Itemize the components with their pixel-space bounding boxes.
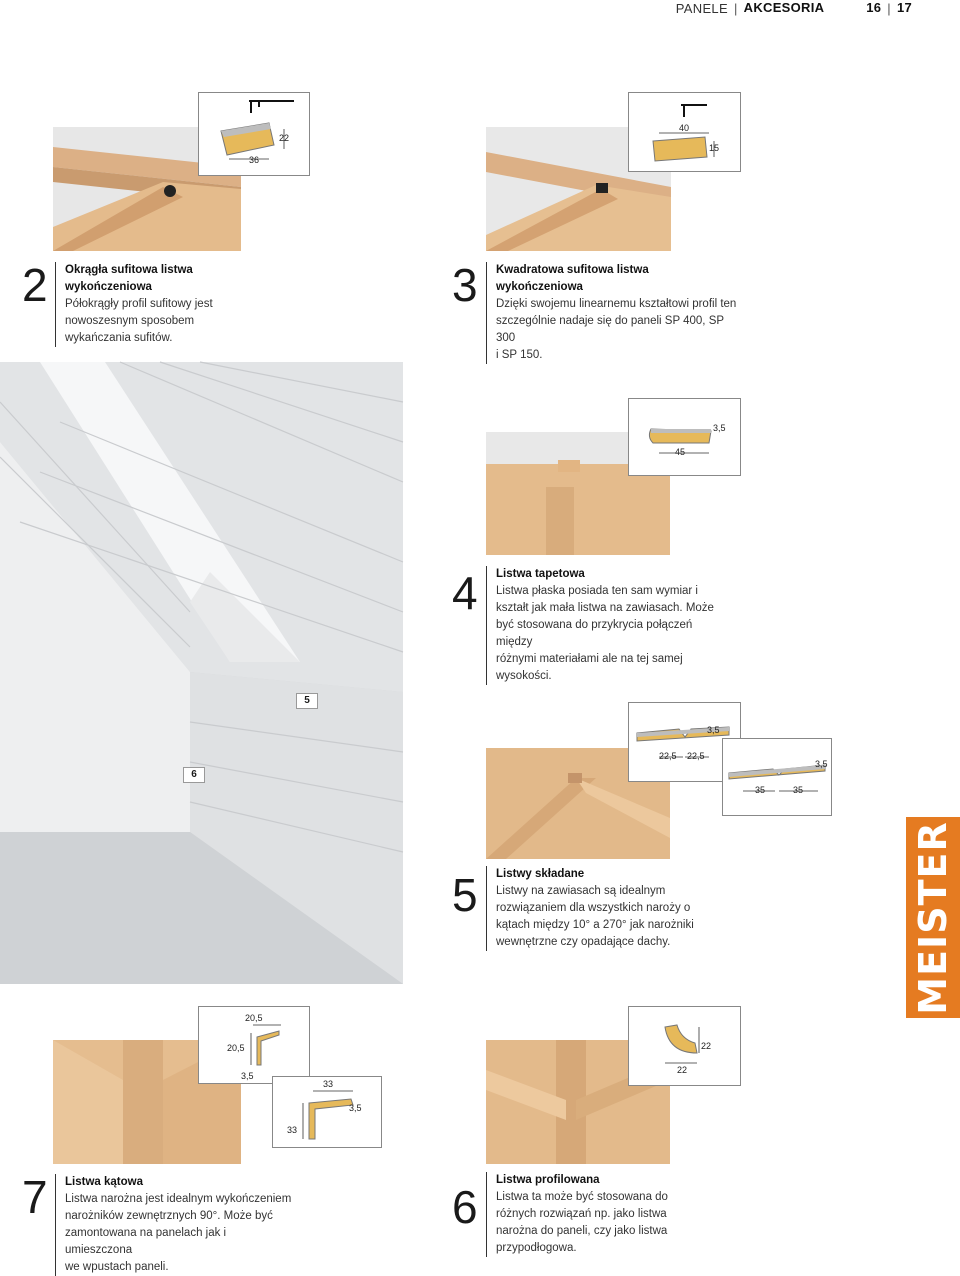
desc-line: wysokości.	[496, 670, 552, 682]
desc-line: nowoszesnym sposobem	[65, 315, 195, 327]
dim-width: 20,5	[245, 1013, 263, 1023]
item-title: Listwa tapetowa	[496, 568, 585, 580]
item-description	[486, 566, 726, 685]
desc-line: narożników zewnętrznych 90°. Może być	[65, 1210, 273, 1222]
desc-line: szczególnie nadaje się do paneli SP 400, SP 300	[496, 315, 724, 344]
spec-round-ceiling-trim	[198, 92, 310, 176]
page-header: PANELE | AKCESORIA 16 | 17	[675, 0, 912, 17]
desc-line: różnych rozwiązań np. jako listwa	[496, 1208, 667, 1220]
dim-height: 22	[279, 133, 290, 143]
dim-thickness: 3,5	[707, 725, 720, 735]
dim-height: 20,5	[227, 1043, 245, 1053]
spec-folding-large	[722, 738, 832, 816]
item-title: Listwa profilowana	[496, 1174, 600, 1186]
spec-profiled-trim	[628, 1006, 741, 1086]
desc-line: i SP 150.	[496, 349, 543, 361]
room-badge-6: 6	[183, 767, 205, 783]
spec-wallpaper-trim	[628, 398, 741, 476]
item-title: wykończeniowa	[496, 281, 583, 293]
dim-width-b: 35	[793, 785, 804, 795]
item-title: Listwy składane	[496, 868, 585, 880]
desc-line: Półokrągły profil sufitowy jest	[65, 298, 213, 310]
header-category: AKCESORIA	[743, 0, 825, 15]
desc-line: Dzięki swojemu linearnemu kształtowi profil ten	[496, 298, 737, 310]
item-number: 3	[452, 259, 478, 311]
desc-line: różnymi materiałami ale na tej samej	[496, 653, 683, 665]
spec-corner-large	[272, 1076, 382, 1148]
spec-square-ceiling-trim	[628, 92, 741, 172]
desc-line: zamontowana na panelach jak i umieszczona	[65, 1227, 227, 1256]
desc-line: Listwa płaska posiada ten sam wymiar i	[496, 585, 698, 597]
desc-line: narożna do paneli, czy jako listwa	[496, 1225, 668, 1237]
desc-line: Listwy na zawiasach są idealnym	[496, 885, 666, 897]
room-badge-5: 5	[296, 693, 318, 709]
desc-line: we wpustach paneli.	[65, 1261, 169, 1273]
desc-line: wewnętrzne czy opadające dachy.	[496, 936, 671, 948]
dim-thickness: 3,5	[713, 423, 726, 433]
item-number: 6	[452, 1181, 478, 1233]
item-number: 5	[452, 869, 478, 921]
dim-width-a: 22,5	[659, 751, 677, 761]
page-number-right: 17	[896, 0, 912, 15]
item-description	[486, 1172, 686, 1257]
dim-width: 40	[679, 123, 690, 133]
item-description	[486, 262, 746, 364]
page-number-left: 16	[866, 0, 882, 15]
dim-width: 45	[675, 447, 686, 457]
dim-width-b: 22,5	[687, 751, 705, 761]
brand-logo: MEISTER	[906, 817, 960, 1018]
photo-attic-room	[0, 362, 403, 984]
item-title: Okrągła sufitowa listwa	[65, 264, 193, 276]
dim-height: 33	[287, 1125, 298, 1135]
dim-width: 36	[249, 155, 260, 165]
item-title: Listwa kątowa	[65, 1176, 143, 1188]
item-number: 7	[22, 1171, 48, 1223]
dim-thickness: 3,5	[241, 1071, 254, 1081]
desc-line: rozwiązaniem dla wszystkich naroży o	[496, 902, 691, 914]
desc-line: być stosowana do przykrycia połączeń między	[496, 619, 693, 648]
dim-thickness: 3,5	[349, 1103, 362, 1113]
desc-line: Listwa narożna jest idealnym wykończeniem	[65, 1193, 292, 1205]
item-number: 4	[452, 567, 478, 619]
item-description	[55, 262, 235, 347]
dim-width: 33	[323, 1079, 334, 1089]
header-section: PANELE	[675, 1, 728, 17]
item-description	[55, 1174, 295, 1276]
dim-height: 15	[709, 143, 720, 153]
item-title: Kwadratowa sufitowa listwa	[496, 264, 649, 276]
dim-width: 22	[677, 1065, 688, 1075]
desc-line: kątach między 10° a 270° jak narożniki	[496, 919, 694, 931]
spec-corner-small	[198, 1006, 310, 1084]
dim-width-a: 35	[755, 785, 766, 795]
item-description	[486, 866, 706, 951]
desc-line: przypodłogowa.	[496, 1242, 577, 1254]
dim-height: 22	[701, 1041, 712, 1051]
item-number: 2	[22, 259, 48, 311]
desc-line: Listwa ta może być stosowana do	[496, 1191, 668, 1203]
dim-thickness: 3,5	[815, 759, 828, 769]
desc-line: kształt jak mała listwa na zawiasach. Może	[496, 602, 714, 614]
item-title: wykończeniowa	[65, 281, 152, 293]
desc-line: wykańczania sufitów.	[65, 332, 173, 344]
